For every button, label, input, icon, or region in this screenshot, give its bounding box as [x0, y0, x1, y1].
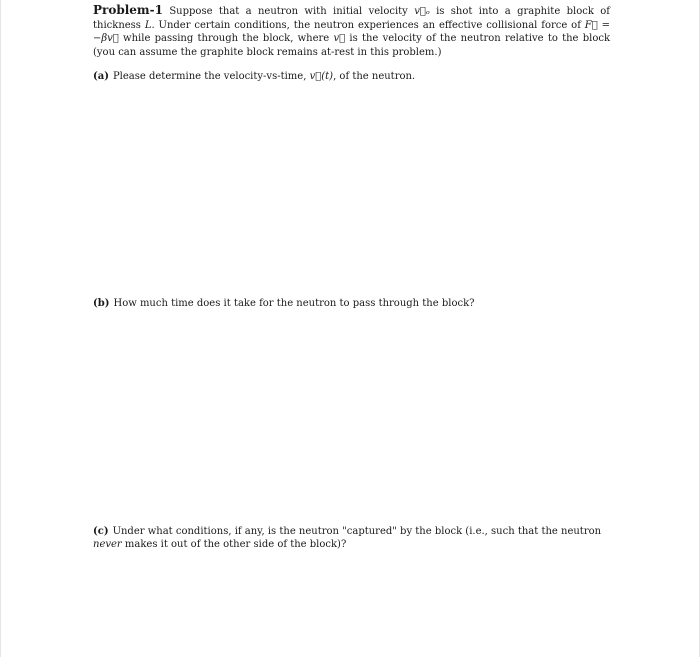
part-c-text: makes it out of the other side of the block)? [121, 539, 347, 550]
emphasis-never: never [93, 539, 122, 550]
part-c-label: (c) [93, 526, 109, 537]
part-b-label: (b) [93, 298, 110, 309]
problem-text: is the velocity of the neutron relative to the block (you can assume the graphite block remains at-rest in this problem.) [93, 33, 610, 58]
part-b-text: How much time does it take for the neutron to pass through the block? [113, 298, 475, 309]
velocity-symbol: v⃗ [333, 33, 346, 44]
part-c [93, 525, 610, 551]
problem-text: . Under certain conditions, the neutron experiences an effective collisional force of [151, 19, 585, 31]
part-c-text: Under what conditions, if any, is the neutron "captured" by the block (i.e., such that the neutron [112, 526, 602, 537]
velocity-time-symbol: v⃗(t) [309, 71, 334, 82]
problem-text: is shot into a graphite block of thickness [93, 6, 610, 31]
problem-text: while passing through the block, where [118, 33, 334, 44]
problem-statement [93, 4, 610, 59]
problem-heading: Problem-1 [93, 3, 163, 17]
part-a-text: Please determine the velocity-vs-time, [112, 71, 310, 82]
part-b [93, 297, 610, 310]
initial-velocity-symbol: v⃗ₒ [414, 6, 430, 17]
thickness-symbol: L [144, 19, 152, 31]
part-a-text: , of the neutron. [333, 71, 416, 82]
problem-text: Suppose that a neutron with initial velocity [162, 6, 415, 17]
part-a-label: (a) [93, 71, 109, 82]
force-equation: F⃗ = −βv⃗ [93, 19, 611, 44]
part-a [93, 70, 610, 83]
